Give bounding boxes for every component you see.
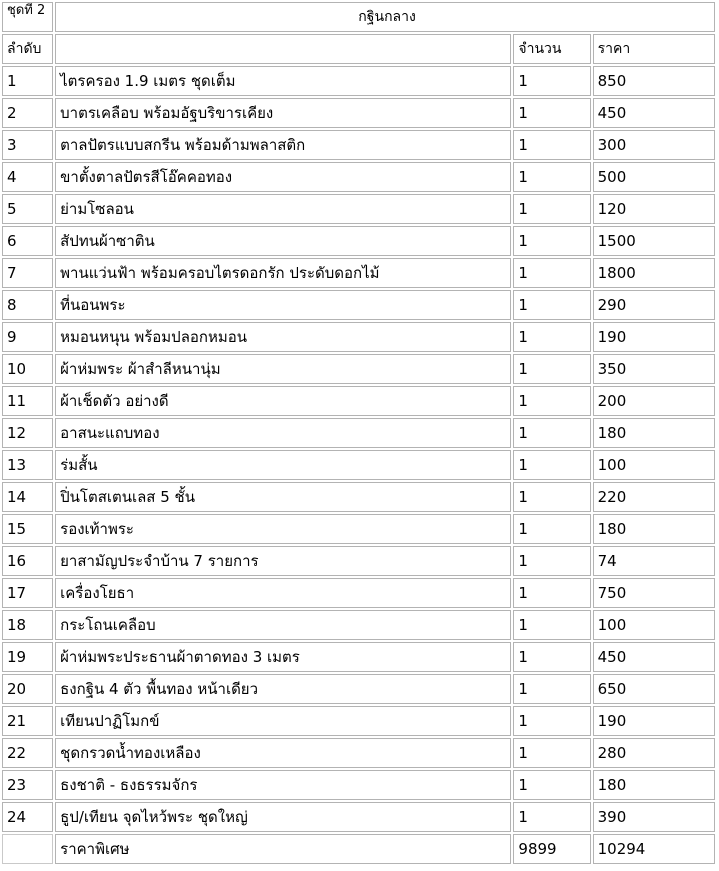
item-qty: 1 (513, 66, 590, 96)
item-qty: 1 (513, 322, 590, 352)
item-qty: 1 (513, 706, 590, 736)
item-price: 350 (593, 354, 715, 384)
item-no: 9 (2, 322, 53, 352)
item-price: 1500 (593, 226, 715, 256)
item-name: เครื่องโยธา (55, 578, 511, 608)
item-no: 10 (2, 354, 53, 384)
item-name: ร่มสั้น (55, 450, 511, 480)
item-qty: 1 (513, 162, 590, 192)
item-qty: 1 (513, 98, 590, 128)
item-price: 280 (593, 738, 715, 768)
item-no: 13 (2, 450, 53, 480)
item-qty: 1 (513, 354, 590, 384)
item-qty: 1 (513, 226, 590, 256)
item-qty: 1 (513, 578, 590, 608)
table-body (2, 2, 715, 864)
set-title: กฐินกลาง (55, 2, 715, 32)
item-name: สัปทนผ้าซาติน (55, 226, 511, 256)
item-name: ผ้าเช็ดตัว อย่างดี (55, 386, 511, 416)
item-no: 4 (2, 162, 53, 192)
table-row (2, 66, 715, 96)
item-price: 120 (593, 194, 715, 224)
item-no: 23 (2, 770, 53, 800)
item-no: 16 (2, 546, 53, 576)
table-row (2, 546, 715, 576)
item-name: ผ้าห่มพระ ผ้าสำลีหนานุ่ม (55, 354, 511, 384)
item-name: เทียนปาฏิโมกข์ (55, 706, 511, 736)
item-no: 17 (2, 578, 53, 608)
item-no: 21 (2, 706, 53, 736)
table-row (2, 802, 715, 832)
summary-empty (2, 834, 53, 864)
item-no: 6 (2, 226, 53, 256)
item-no: 24 (2, 802, 53, 832)
item-price: 180 (593, 514, 715, 544)
item-no: 8 (2, 290, 53, 320)
item-price: 300 (593, 130, 715, 160)
item-price: 750 (593, 578, 715, 608)
item-no: 22 (2, 738, 53, 768)
header-item (55, 34, 511, 64)
header-row (2, 34, 715, 64)
item-no: 3 (2, 130, 53, 160)
summary-total-price: 10294 (593, 834, 715, 864)
item-name: พานแว่นฟ้า พร้อมครอบไตรดอกรัก ประดับดอกไม้ (55, 258, 511, 288)
item-name: กระโถนเคลือบ (55, 610, 511, 640)
item-name: ย่ามโซลอน (55, 194, 511, 224)
item-name: ธูป/เทียน จุดไหว้พระ ชุดใหญ่ (55, 802, 511, 832)
item-name: ไตรครอง 1.9 เมตร ชุดเต็ม (55, 66, 511, 96)
item-no: 12 (2, 418, 53, 448)
item-price: 1800 (593, 258, 715, 288)
table-row (2, 450, 715, 480)
item-qty: 1 (513, 386, 590, 416)
item-name: ยาสามัญประจำบ้าน 7 รายการ (55, 546, 511, 576)
item-qty: 1 (513, 546, 590, 576)
item-qty: 1 (513, 514, 590, 544)
item-name: ธงชาติ - ธงธรรมจักร (55, 770, 511, 800)
item-price: 450 (593, 642, 715, 672)
item-qty: 1 (513, 482, 590, 512)
item-price: 850 (593, 66, 715, 96)
summary-label: ราคาพิเศษ (55, 834, 511, 864)
item-name: ปิ่นโตสเตนเลส 5 ชั้น (55, 482, 511, 512)
item-no: 14 (2, 482, 53, 512)
item-name: ธงกฐิน 4 ตัว พื้นทอง หน้าเดียว (55, 674, 511, 704)
header-price: ราคา (593, 34, 715, 64)
item-no: 19 (2, 642, 53, 672)
item-name: บาตรเคลือบ พร้อมอัฐบริขารเคียง (55, 98, 511, 128)
item-qty: 1 (513, 770, 590, 800)
item-name: รองเท้าพระ (55, 514, 511, 544)
table-row (2, 194, 715, 224)
item-qty: 1 (513, 450, 590, 480)
item-qty: 1 (513, 258, 590, 288)
item-name: ที่นอนพระ (55, 290, 511, 320)
item-price: 190 (593, 706, 715, 736)
item-no: 20 (2, 674, 53, 704)
table-row (2, 674, 715, 704)
item-price: 100 (593, 610, 715, 640)
item-price: 500 (593, 162, 715, 192)
set-label: ชุดที่ 2 (2, 2, 53, 32)
table-row (2, 418, 715, 448)
item-name: ผ้าห่มพระประธานผ้าตาดทอง 3 เมตร (55, 642, 511, 672)
table-row (2, 482, 715, 512)
item-price: 190 (593, 322, 715, 352)
item-no: 15 (2, 514, 53, 544)
table-row (2, 610, 715, 640)
item-no: 2 (2, 98, 53, 128)
set-title-row (2, 2, 715, 32)
table-row (2, 706, 715, 736)
header-qty: จำนวน (513, 34, 590, 64)
item-price: 390 (593, 802, 715, 832)
item-qty: 1 (513, 738, 590, 768)
item-name: ขาตั้งตาลปัตรสีโอ๊คคอทอง (55, 162, 511, 192)
table-row (2, 162, 715, 192)
item-no: 7 (2, 258, 53, 288)
table-row (2, 514, 715, 544)
item-price: 290 (593, 290, 715, 320)
header-no: ลำดับ (2, 34, 53, 64)
item-qty: 1 (513, 802, 590, 832)
table-row (2, 354, 715, 384)
item-price: 74 (593, 546, 715, 576)
item-no: 1 (2, 66, 53, 96)
item-price: 100 (593, 450, 715, 480)
item-name: หมอนหนุน พร้อมปลอกหมอน (55, 322, 511, 352)
item-price: 220 (593, 482, 715, 512)
summary-row (2, 834, 715, 864)
table-row (2, 226, 715, 256)
item-price: 650 (593, 674, 715, 704)
item-qty: 1 (513, 290, 590, 320)
item-price: 180 (593, 770, 715, 800)
table-row (2, 770, 715, 800)
table-row (2, 98, 715, 128)
table-row (2, 738, 715, 768)
item-no: 11 (2, 386, 53, 416)
item-qty: 1 (513, 674, 590, 704)
item-qty: 1 (513, 194, 590, 224)
item-no: 5 (2, 194, 53, 224)
item-no: 18 (2, 610, 53, 640)
item-price: 200 (593, 386, 715, 416)
table-row (2, 642, 715, 672)
table-row (2, 130, 715, 160)
table-row (2, 258, 715, 288)
table-row (2, 386, 715, 416)
item-price: 180 (593, 418, 715, 448)
summary-special-price: 9899 (513, 834, 590, 864)
item-qty: 1 (513, 130, 590, 160)
item-name: อาสนะแถบทอง (55, 418, 511, 448)
table-row (2, 290, 715, 320)
item-qty: 1 (513, 418, 590, 448)
item-name: ตาลปัตรแบบสกรีน พร้อมด้ามพลาสติก (55, 130, 511, 160)
table-row (2, 322, 715, 352)
item-price: 450 (593, 98, 715, 128)
item-name: ชุดกรวดน้ำทองเหลือง (55, 738, 511, 768)
item-qty: 1 (513, 642, 590, 672)
table-row (2, 578, 715, 608)
item-qty: 1 (513, 610, 590, 640)
